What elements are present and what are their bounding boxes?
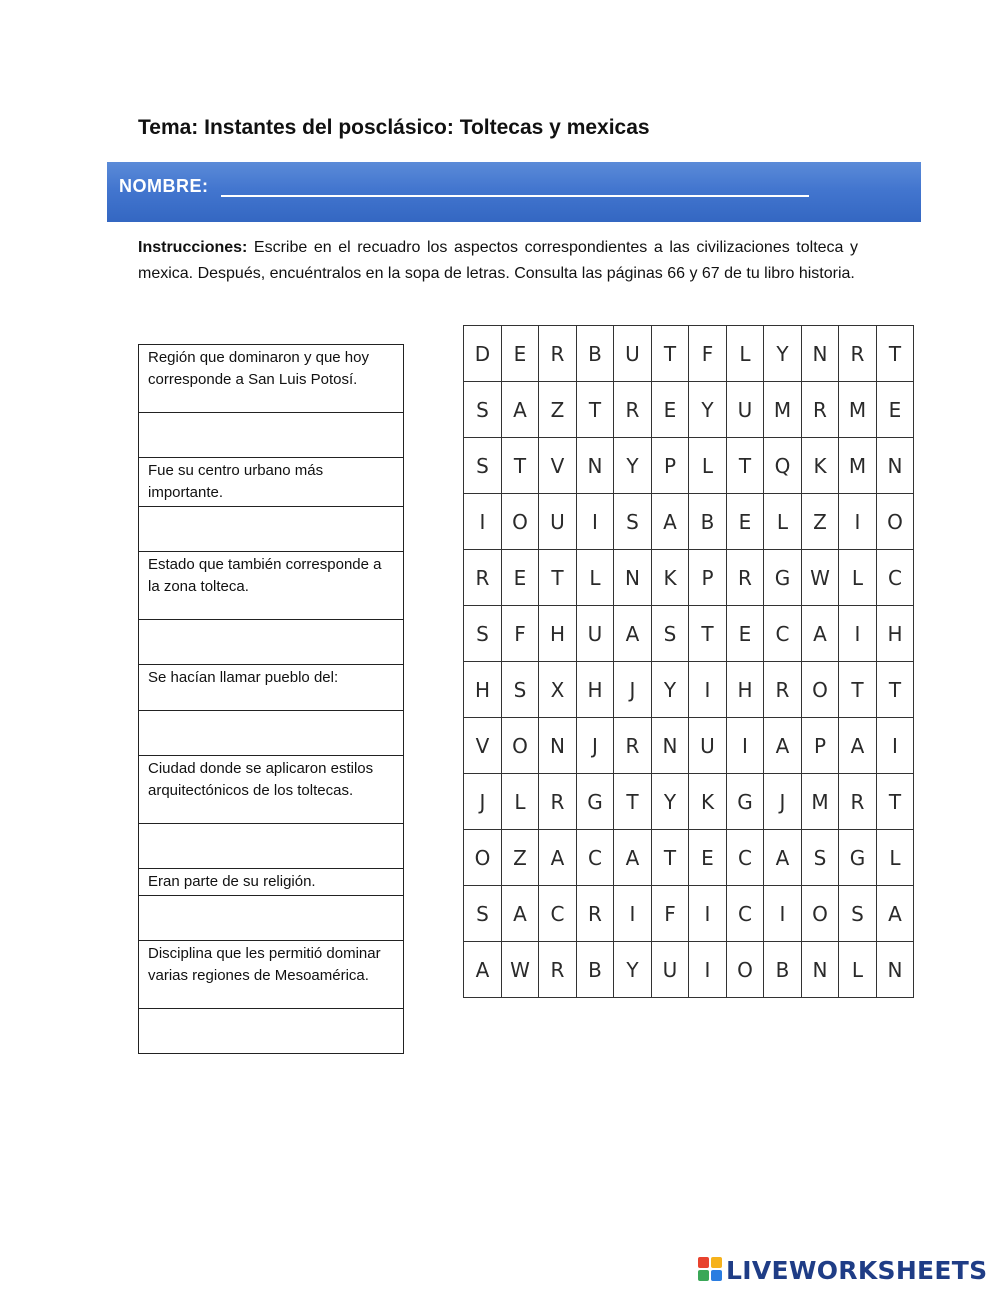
grid-letter[interactable]: K [689, 774, 727, 830]
answer-cell [139, 507, 404, 552]
answer-row [139, 507, 404, 552]
grid-letter[interactable]: X [539, 662, 577, 718]
question-prompt: Se hacían llamar pueblo del: [139, 665, 404, 711]
grid-letter[interactable]: O [877, 494, 914, 550]
grid-row [464, 886, 914, 942]
grid-letter[interactable]: E [502, 550, 539, 606]
grid-letter[interactable]: B [689, 494, 727, 550]
grid-letter[interactable]: H [539, 606, 577, 662]
grid-letter[interactable]: G [764, 550, 802, 606]
name-banner [107, 162, 921, 222]
grid-letter[interactable]: O [502, 494, 539, 550]
grid-letter[interactable]: O [802, 886, 839, 942]
grid-letter[interactable]: I [577, 494, 614, 550]
answer-input[interactable] [139, 507, 403, 551]
answer-input[interactable] [139, 413, 403, 457]
grid-letter[interactable]: J [614, 662, 652, 718]
grid-letter[interactable]: T [652, 326, 689, 382]
grid-letter[interactable]: C [727, 830, 764, 886]
grid-letter[interactable]: V [464, 718, 502, 774]
question-prompt: Ciudad donde se aplicaron estilos arquitectónicos de los toltecas. [139, 756, 404, 824]
answer-row [139, 896, 404, 941]
grid-letter[interactable]: B [577, 326, 614, 382]
questions-table [138, 344, 404, 1054]
grid-letter[interactable]: T [877, 326, 914, 382]
grid-letter[interactable]: L [727, 326, 764, 382]
question-prompt: Región que dominaron y que hoy corresponde a San Luis Potosí. [139, 345, 404, 413]
grid-letter[interactable]: G [577, 774, 614, 830]
grid-letter[interactable]: N [577, 438, 614, 494]
instructions-label: Instrucciones: [138, 239, 248, 256]
grid-letter[interactable]: Y [652, 774, 689, 830]
word-search-grid [463, 325, 914, 998]
answer-input[interactable] [139, 620, 403, 664]
grid-letter[interactable]: R [539, 774, 577, 830]
grid-letter[interactable]: L [839, 942, 877, 998]
grid-letter[interactable]: R [539, 942, 577, 998]
grid-letter[interactable]: D [464, 326, 502, 382]
grid-letter[interactable]: W [802, 550, 839, 606]
grid-letter[interactable]: G [839, 830, 877, 886]
question-row [139, 756, 404, 824]
answer-input[interactable] [139, 896, 403, 940]
grid-letter[interactable]: N [539, 718, 577, 774]
answer-cell [139, 413, 404, 458]
grid-letter[interactable]: C [877, 550, 914, 606]
grid-letter[interactable]: L [502, 774, 539, 830]
answer-row [139, 413, 404, 458]
grid-letter[interactable]: T [502, 438, 539, 494]
grid-letter[interactable]: B [577, 942, 614, 998]
grid-letter[interactable]: C [727, 886, 764, 942]
page-title: Tema: Instantes del posclásico: Toltecas y mexicas [138, 116, 650, 139]
grid-letter[interactable]: L [577, 550, 614, 606]
grid-letter[interactable]: O [727, 942, 764, 998]
grid-letter[interactable]: Y [614, 438, 652, 494]
grid-letter[interactable]: T [577, 382, 614, 438]
grid-letter[interactable]: W [502, 942, 539, 998]
grid-row [464, 718, 914, 774]
grid-letter[interactable]: I [689, 886, 727, 942]
grid-row [464, 662, 914, 718]
answer-input[interactable] [139, 824, 403, 868]
question-prompt: Estado que también corresponde a la zona tolteca. [139, 552, 404, 620]
instructions [138, 235, 858, 287]
grid-letter[interactable]: T [689, 606, 727, 662]
grid-letter[interactable]: G [727, 774, 764, 830]
grid-letter[interactable]: E [877, 382, 914, 438]
grid-letter[interactable]: S [464, 382, 502, 438]
name-input-line[interactable] [221, 195, 809, 197]
grid-letter[interactable]: T [727, 438, 764, 494]
grid-row [464, 494, 914, 550]
question-prompt: Eran parte de su religión. [139, 869, 404, 896]
grid-letter[interactable]: Y [652, 662, 689, 718]
grid-letter[interactable]: A [652, 494, 689, 550]
grid-letter[interactable]: O [464, 830, 502, 886]
answer-cell [139, 620, 404, 665]
grid-letter[interactable]: Y [689, 382, 727, 438]
grid-letter[interactable]: L [877, 830, 914, 886]
grid-letter[interactable]: R [464, 550, 502, 606]
grid-letter[interactable]: E [727, 494, 764, 550]
grid-letter[interactable]: H [464, 662, 502, 718]
grid-letter[interactable]: O [802, 662, 839, 718]
grid-letter[interactable]: P [802, 718, 839, 774]
grid-letter[interactable]: J [464, 774, 502, 830]
grid-letter[interactable]: F [652, 886, 689, 942]
grid-letter[interactable]: I [839, 494, 877, 550]
grid-letter[interactable]: A [877, 886, 914, 942]
grid-letter[interactable]: U [577, 606, 614, 662]
answer-cell [139, 896, 404, 941]
grid-letter[interactable]: O [502, 718, 539, 774]
grid-letter[interactable]: R [839, 326, 877, 382]
grid-letter[interactable]: K [802, 438, 839, 494]
grid-letter[interactable]: N [802, 942, 839, 998]
grid-letter[interactable]: S [802, 830, 839, 886]
grid-letter[interactable]: A [539, 830, 577, 886]
grid-letter[interactable]: U [652, 942, 689, 998]
answer-row [139, 1009, 404, 1054]
grid-letter[interactable]: U [614, 326, 652, 382]
question-row [139, 345, 404, 413]
grid-letter[interactable]: R [577, 886, 614, 942]
grid-letter[interactable]: P [689, 550, 727, 606]
grid-letter[interactable]: N [614, 550, 652, 606]
answer-input[interactable] [139, 711, 403, 755]
grid-letter[interactable]: R [802, 382, 839, 438]
grid-letter[interactable]: Y [614, 942, 652, 998]
grid-letter[interactable]: F [689, 326, 727, 382]
grid-letter[interactable]: A [764, 718, 802, 774]
grid-letter[interactable]: A [614, 606, 652, 662]
grid-row [464, 438, 914, 494]
grid-letter[interactable]: M [839, 438, 877, 494]
grid-letter[interactable]: I [727, 718, 764, 774]
grid-letter[interactable]: L [764, 494, 802, 550]
grid-letter[interactable]: E [727, 606, 764, 662]
grid-letter[interactable]: S [464, 886, 502, 942]
liveworksheets-logo [698, 1255, 987, 1285]
grid-letter[interactable]: S [839, 886, 877, 942]
grid-letter[interactable]: I [839, 606, 877, 662]
grid-letter[interactable]: H [577, 662, 614, 718]
grid-letter[interactable]: C [539, 886, 577, 942]
grid-letter[interactable]: M [764, 382, 802, 438]
grid-letter[interactable]: T [877, 662, 914, 718]
grid-letter[interactable]: R [614, 382, 652, 438]
grid-letter[interactable]: J [577, 718, 614, 774]
question-prompt: Fue su centro urbano más importante. [139, 458, 404, 507]
grid-letter[interactable]: N [877, 438, 914, 494]
grid-letter[interactable]: E [689, 830, 727, 886]
grid-row [464, 830, 914, 886]
question-row [139, 665, 404, 711]
grid-letter[interactable]: K [652, 550, 689, 606]
grid-letter[interactable]: S [464, 438, 502, 494]
grid-letter[interactable]: V [539, 438, 577, 494]
grid-letter[interactable]: M [802, 774, 839, 830]
grid-letter[interactable]: H [727, 662, 764, 718]
answer-cell [139, 1009, 404, 1054]
grid-letter[interactable]: T [877, 774, 914, 830]
grid-letter[interactable]: J [764, 774, 802, 830]
answer-row [139, 620, 404, 665]
answer-row [139, 824, 404, 869]
grid-letter[interactable]: Z [502, 830, 539, 886]
grid-letter[interactable]: T [614, 774, 652, 830]
answer-cell [139, 824, 404, 869]
instructions-text: Escribe en el recuadro los aspectos correspondientes a las civilizaciones tolteca y mexica. Después, encuéntralos en la sopa de letras. Consulta las páginas 66 y 67 de tu libro historia. [138, 239, 858, 282]
grid-letter[interactable]: I [689, 942, 727, 998]
grid-letter[interactable]: C [764, 606, 802, 662]
grid-letter[interactable]: M [839, 382, 877, 438]
grid-letter[interactable]: N [877, 942, 914, 998]
grid-row [464, 550, 914, 606]
grid-row [464, 382, 914, 438]
grid-letter[interactable]: Z [539, 382, 577, 438]
grid-letter[interactable]: I [764, 886, 802, 942]
grid-letter[interactable]: A [802, 606, 839, 662]
grid-row [464, 942, 914, 998]
grid-letter[interactable]: U [539, 494, 577, 550]
grid-letter[interactable]: T [652, 830, 689, 886]
grid-letter[interactable]: C [577, 830, 614, 886]
question-row [139, 552, 404, 620]
question-row [139, 458, 404, 507]
grid-letter[interactable]: A [464, 942, 502, 998]
grid-letter[interactable]: S [502, 662, 539, 718]
grid-letter[interactable]: I [614, 886, 652, 942]
grid-letter[interactable]: R [839, 774, 877, 830]
grid-letter[interactable]: A [764, 830, 802, 886]
grid-letter[interactable]: A [502, 382, 539, 438]
answer-row [139, 711, 404, 756]
question-row [139, 869, 404, 896]
grid-letter[interactable]: U [689, 718, 727, 774]
grid-letter[interactable]: P [652, 438, 689, 494]
question-row [139, 941, 404, 1009]
grid-letter[interactable]: T [539, 550, 577, 606]
grid-row [464, 326, 914, 382]
grid-letter[interactable]: T [839, 662, 877, 718]
grid-letter[interactable]: A [502, 886, 539, 942]
grid-letter[interactable]: S [614, 494, 652, 550]
grid-letter[interactable]: E [502, 326, 539, 382]
name-label: NOMBRE: [119, 176, 209, 196]
grid-letter[interactable]: N [652, 718, 689, 774]
logo-text: LIVEWORKSHEETS [726, 1255, 988, 1285]
grid-letter[interactable]: N [802, 326, 839, 382]
logo-icon [698, 1257, 724, 1283]
question-prompt: Disciplina que les permitió dominar varias regiones de Mesoamérica. [139, 941, 404, 1009]
grid-letter[interactable]: R [614, 718, 652, 774]
grid-letter[interactable]: A [614, 830, 652, 886]
grid-letter[interactable]: B [764, 942, 802, 998]
answer-cell [139, 711, 404, 756]
grid-letter[interactable]: L [689, 438, 727, 494]
grid-letter[interactable]: I [464, 494, 502, 550]
grid-row [464, 774, 914, 830]
grid-letter[interactable]: E [652, 382, 689, 438]
grid-letter[interactable]: S [652, 606, 689, 662]
grid-letter[interactable]: S [464, 606, 502, 662]
grid-letter[interactable]: R [539, 326, 577, 382]
grid-letter[interactable]: R [727, 550, 764, 606]
grid-row [464, 606, 914, 662]
grid-letter[interactable]: I [689, 662, 727, 718]
grid-letter[interactable]: H [877, 606, 914, 662]
grid-letter[interactable]: Q [764, 438, 802, 494]
grid-letter[interactable]: F [502, 606, 539, 662]
answer-input[interactable] [139, 1009, 403, 1053]
grid-letter[interactable]: A [839, 718, 877, 774]
grid-letter[interactable]: L [839, 550, 877, 606]
grid-letter[interactable]: R [764, 662, 802, 718]
grid-letter[interactable]: U [727, 382, 764, 438]
grid-letter[interactable]: Y [764, 326, 802, 382]
grid-letter[interactable]: Z [802, 494, 839, 550]
grid-letter[interactable]: I [877, 718, 914, 774]
